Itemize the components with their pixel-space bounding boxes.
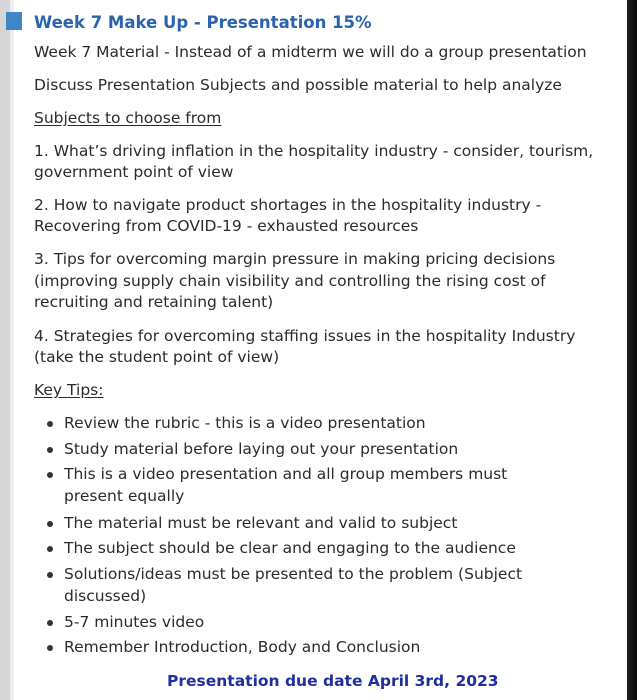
left-frame-edge [0, 0, 14, 700]
subject-4-line: 4. Strategies for overcoming staffing issues in the hospitality Industry [34, 327, 576, 345]
right-frame-edge [627, 0, 637, 700]
bullet-icon [47, 620, 53, 626]
subject-2-line: Recovering from COVID-19 - exhausted resources [34, 217, 419, 235]
subject-3-line: 3. Tips for overcoming margin pressure in making pricing decisions [34, 250, 556, 268]
bullet-icon [47, 546, 53, 552]
bullet-icon [47, 645, 53, 651]
subject-1-line: 1. What’s driving inflation in the hospitality industry - consider, tourism, [34, 142, 594, 160]
subject-1-line: government point of view [34, 163, 234, 181]
bullet-icon [47, 521, 53, 527]
bullet-icon [47, 472, 53, 478]
bullet-icon [47, 421, 53, 427]
bullet-icon [47, 572, 53, 578]
subject-2-line: 2. How to navigate product shortages in the hospitality industry - [34, 196, 542, 214]
subject-4-line: (take the student point of view) [34, 348, 280, 366]
intro-line: Week 7 Material - Instead of a midterm we will do a group presentation [34, 43, 587, 61]
subjects-heading: Subjects to choose from [34, 109, 222, 127]
due-date: Presentation due date April 3rd, 2023 [167, 672, 499, 690]
intro-line: Discuss Presentation Subjects and possible material to help analyze [34, 76, 562, 94]
bookmark-icon [6, 12, 22, 30]
subject-3-line: recruiting and retaining talent) [34, 293, 274, 311]
bullet-icon [47, 447, 53, 453]
key-tips-heading: Key Tips: [34, 381, 104, 399]
subject-3-line: (improving supply chain visibility and controlling the rising cost of [34, 272, 546, 290]
page-title: Week 7 Make Up - Presentation 15% [34, 13, 372, 32]
